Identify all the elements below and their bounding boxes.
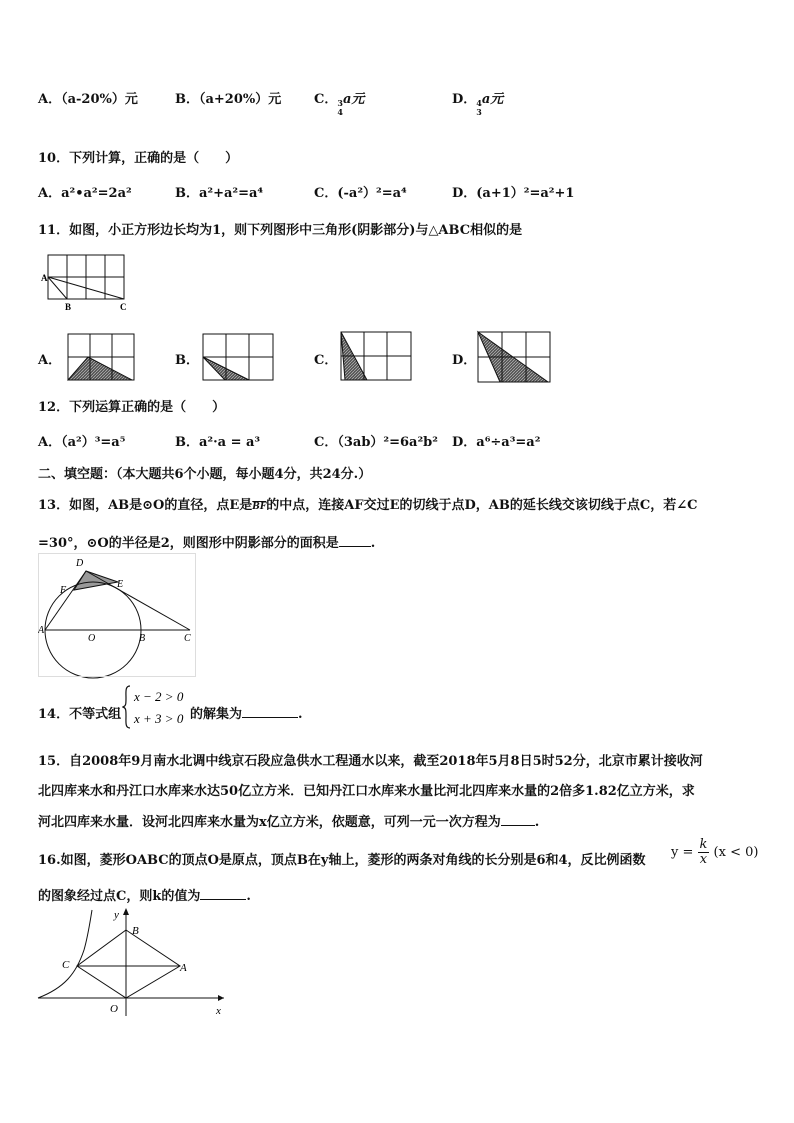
q13-arc-label: $\overline{BF}$ bbox=[252, 502, 267, 512]
q16-label-c: C bbox=[62, 959, 70, 971]
q9-option-d-den: 3 bbox=[476, 106, 482, 117]
q16-end: . bbox=[246, 889, 251, 904]
q11-option-a: A． bbox=[38, 353, 62, 368]
q9-option-c-den: 4 bbox=[337, 106, 343, 117]
q12-option-b: B．a²·a = a³ bbox=[175, 435, 261, 450]
q16-line2-text: 的图象经过点C，则k的值为 bbox=[38, 889, 201, 904]
q16-formula-y: y = bbox=[671, 845, 694, 860]
q9-option-c-tail: a元 bbox=[342, 92, 365, 107]
q11-option-d-figure bbox=[476, 326, 552, 384]
q13-label-o: O bbox=[88, 633, 96, 644]
q15-answer-blank[interactable] bbox=[501, 825, 535, 826]
q13-line1 bbox=[38, 494, 697, 513]
q13-line1-b: 的中点，连接AF交过E的切线于点D，AB的延长线交该切线于点C，若∠C bbox=[266, 498, 698, 513]
q9-option-c-num: 3 bbox=[337, 97, 343, 108]
q14-suffix bbox=[190, 703, 303, 722]
q16-formula-num: k bbox=[699, 837, 708, 852]
q13-label-c: C bbox=[184, 633, 191, 644]
q9-option-c-fraction bbox=[337, 99, 343, 117]
q16-formula-condition: (x < 0) bbox=[713, 845, 759, 860]
q9-option-d bbox=[452, 88, 504, 117]
q9-option-b: B．（a+20%）元 bbox=[175, 92, 282, 107]
q16-label-x: x bbox=[216, 1005, 221, 1017]
q13-line2-end: . bbox=[370, 536, 376, 551]
q16-figure bbox=[34, 904, 234, 1018]
q16-label-a: A bbox=[180, 962, 187, 974]
q14-suffix-text: 的解集为 bbox=[190, 707, 243, 722]
q16-formula bbox=[671, 838, 758, 867]
q10-option-b: B．a²+a²=a⁴ bbox=[175, 186, 264, 201]
q16-answer-blank[interactable] bbox=[200, 899, 246, 900]
q12-option-a: A．（a²）³=a⁵ bbox=[38, 435, 126, 450]
q13-label-d: D bbox=[76, 558, 84, 569]
q14-prefix: 14．不等式组 bbox=[38, 707, 122, 722]
q9-option-a: A．（a-20%）元 bbox=[38, 92, 138, 107]
q11-main-figure bbox=[38, 250, 138, 316]
q10-option-d: D．(a+1）²=a²+1 bbox=[452, 186, 575, 201]
q11-option-d: D． bbox=[452, 353, 477, 368]
q13-label-a: A bbox=[38, 625, 45, 636]
q12-option-c: C．（3ab）²=6a²b² bbox=[314, 435, 438, 450]
q14-end: . bbox=[298, 707, 303, 722]
q16-line1: 16.如图，菱形OABC的顶点O是原点，顶点B在y轴上，菱形的两条对角线的长分别是6和4，反比例函数 bbox=[38, 853, 646, 868]
q14-answer-blank[interactable] bbox=[242, 717, 298, 718]
q16-formula-den: x bbox=[699, 852, 708, 867]
q11-label-c: C bbox=[120, 302, 127, 312]
q16-line2 bbox=[38, 885, 251, 904]
q15-line2: 北四库来水和丹江口水库来水达50亿立方米．已知丹江口水库来水量比河北四库来水量的2倍多1.82亿立方米，求 bbox=[38, 784, 695, 799]
q16-label-b: B bbox=[132, 925, 139, 937]
q13-line1-a: 13．如图，AB是⊙O的直径，点E是 bbox=[38, 498, 253, 513]
q9-option-c bbox=[314, 88, 365, 117]
q13-figure bbox=[38, 553, 198, 679]
q11-option-c-figure bbox=[339, 326, 413, 382]
q16-formula-fraction bbox=[698, 838, 710, 867]
q11-option-b-figure bbox=[201, 328, 275, 382]
q9-option-d-label: D． bbox=[452, 92, 477, 107]
q9-option-d-tail: a元 bbox=[481, 92, 504, 107]
q13-label-e: E bbox=[117, 579, 124, 590]
q15-line3 bbox=[38, 811, 539, 830]
q16-label-y: y bbox=[114, 909, 119, 921]
q12-option-d: D．a⁶÷a³=a² bbox=[452, 435, 541, 450]
q11-option-b: B． bbox=[175, 353, 199, 368]
q11-label-a: A bbox=[41, 273, 48, 283]
q15-end: . bbox=[534, 815, 540, 830]
q13-answer-blank[interactable] bbox=[339, 546, 371, 547]
q13-line2 bbox=[38, 532, 375, 551]
q13-label-f: F bbox=[60, 585, 67, 596]
q10-option-c: C．(-a²）²=a⁴ bbox=[314, 186, 407, 201]
q9-option-d-fraction bbox=[476, 99, 482, 117]
q10-option-a: A．a²•a²=2a² bbox=[38, 186, 132, 201]
q9-option-d-num: 4 bbox=[476, 97, 482, 108]
q11-option-a-figure bbox=[66, 330, 136, 382]
q11-option-c: C． bbox=[314, 353, 338, 368]
section-2-title: 二、填空题：（本大题共6个小题，每小题4分，共24分.） bbox=[38, 467, 372, 482]
q15-line3-text: 河北四库来水量．设河北四库来水量为x亿立方米，依题意，可列一元一次方程为 bbox=[38, 815, 501, 830]
q9-option-c-label: C． bbox=[314, 92, 338, 107]
q15-line1: 15．自2008年9月南水北调中线京石段应急供水工程通水以来，截至2018年5月8日5时52分，北京市累计接收河 bbox=[38, 754, 703, 769]
q14-system-brace bbox=[122, 684, 192, 730]
q13-label-b: B bbox=[139, 633, 146, 644]
q12-stem: 12．下列运算正确的是（ ） bbox=[38, 400, 226, 415]
q14-inequality-2: x + 3 > 0 bbox=[134, 711, 184, 726]
q14-inequality-1: x − 2 > 0 bbox=[134, 689, 184, 704]
q13-line2-text: =30°，⊙O的半径是2，则图形中阴影部分的面积是 bbox=[38, 536, 339, 551]
q11-stem: 11．如图，小正方形边长均为1，则下列图形中三角形(阴影部分)与△ABC相似的是 bbox=[38, 223, 523, 238]
q10-stem: 10．下列计算，正确的是（ ） bbox=[38, 151, 239, 166]
q16-label-o: O bbox=[110, 1003, 118, 1015]
q11-label-b: B bbox=[65, 302, 72, 312]
